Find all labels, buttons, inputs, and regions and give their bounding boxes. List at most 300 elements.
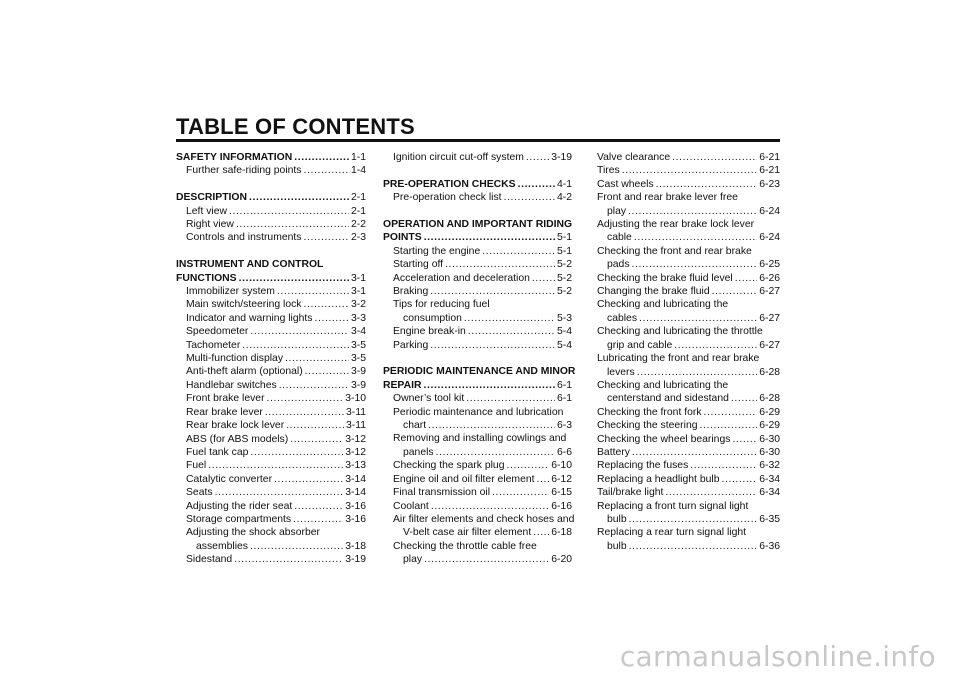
toc-entry — [383, 298, 572, 325]
dot-leader — [430, 339, 555, 352]
dot-leader — [690, 459, 757, 472]
toc-entry-line — [597, 406, 780, 419]
toc-entry-line — [393, 473, 572, 486]
toc-entry — [176, 205, 366, 218]
page-title: TABLE OF CONTENTS — [176, 114, 415, 139]
toc-entry-text: Checking and lubricating the — [597, 299, 729, 311]
dot-leader — [290, 433, 343, 446]
dot-leader — [208, 459, 343, 472]
dot-leader — [430, 285, 555, 298]
dot-leader — [504, 191, 555, 204]
dot-leader — [315, 312, 349, 325]
toc-page-number: 3-16 — [345, 500, 366, 512]
toc-entry — [597, 325, 780, 352]
dot-leader — [622, 164, 757, 177]
toc-entry — [176, 500, 366, 513]
toc-entry-line — [597, 433, 780, 446]
dot-leader — [537, 473, 550, 486]
toc-entry-line — [186, 164, 366, 177]
toc-entry-text: Controls and instruments — [186, 232, 302, 244]
toc-entry — [176, 553, 366, 566]
dot-leader — [628, 205, 757, 218]
toc-entry — [383, 245, 572, 258]
toc-page-number: 2-1 — [350, 205, 366, 217]
dot-leader — [506, 459, 549, 472]
toc-entry-line — [597, 151, 780, 164]
toc-entry-text: Replacing a rear turn signal light — [597, 527, 747, 539]
toc-entry — [383, 406, 572, 433]
toc-page-number: 3-12 — [345, 433, 366, 445]
dot-leader — [229, 205, 349, 218]
toc-entry — [176, 379, 366, 392]
toc-page-number: 5-4 — [556, 326, 572, 338]
dot-leader — [294, 151, 349, 164]
toc-entry-text: Acceleration and deceleration — [393, 272, 530, 284]
toc-entry-line — [597, 459, 780, 472]
toc-entry-text: Checking the throttle cable free — [393, 540, 537, 552]
toc-page-number: 6-27 — [759, 286, 780, 298]
dot-leader — [492, 486, 549, 499]
toc-entry — [176, 486, 366, 499]
toc-entry-line — [393, 312, 572, 325]
toc-page-number: 4-2 — [556, 192, 572, 204]
toc-page-number: 5-2 — [556, 286, 572, 298]
toc-page-number: 6-28 — [759, 366, 780, 378]
toc-entry-text: PERIODIC MAINTENANCE AND MINOR — [383, 366, 576, 378]
toc-section-heading — [383, 218, 572, 245]
toc-entry — [176, 513, 366, 526]
toc-entry-line — [597, 473, 780, 486]
toc-entry — [176, 459, 366, 472]
toc-entry-text: Periodic maintenance and lubrication — [393, 406, 564, 418]
toc-entry — [176, 526, 366, 553]
toc-entry-line — [186, 473, 366, 486]
toc-page-number: 6-3 — [556, 420, 572, 432]
toc-entry-line — [597, 272, 780, 285]
toc-page-number: 6-27 — [759, 312, 780, 324]
toc-entry-text: OPERATION AND IMPORTANT RIDING — [383, 219, 573, 230]
toc-page-number: 3-1 — [350, 286, 366, 298]
toc-entry — [176, 365, 366, 378]
toc-entry-line — [383, 379, 572, 392]
toc-entry-text: Replacing a front turn signal light — [597, 500, 749, 512]
toc-entry — [597, 218, 780, 245]
toc-page-number: 5-1 — [556, 232, 572, 244]
toc-entry-line — [597, 486, 780, 499]
toc-entry — [383, 500, 572, 513]
toc-entry-text: bulb — [607, 540, 627, 552]
dot-leader — [466, 392, 555, 405]
toc-entry-line — [383, 231, 572, 244]
toc-entry — [383, 459, 572, 472]
toc-entry — [597, 446, 780, 459]
dot-leader — [215, 486, 344, 499]
toc-entry — [597, 178, 780, 191]
toc-entry-line — [393, 272, 572, 285]
toc-entry-line — [186, 325, 366, 338]
dot-leader — [274, 473, 343, 486]
toc-entry-text: Owner’s tool kit — [393, 393, 465, 405]
toc-entry — [383, 339, 572, 352]
toc-entry-line — [176, 191, 366, 204]
toc-entry-line — [597, 178, 780, 191]
dot-leader — [629, 513, 758, 526]
toc-entry-text: Battery — [597, 446, 630, 458]
toc-entry — [597, 526, 780, 553]
toc-section-heading — [383, 365, 576, 392]
toc-entry-line — [186, 500, 366, 513]
toc-entry — [383, 513, 575, 540]
toc-entry-text: Handlebar switches — [186, 379, 277, 391]
toc-page-number: 3-19 — [551, 152, 572, 163]
dot-leader — [305, 365, 349, 378]
toc-entry-text: Front brake lever — [186, 393, 265, 405]
toc-entry-line — [186, 365, 366, 378]
toc-entry-text: Storage compartments — [186, 513, 292, 525]
toc-page-number: 6-32 — [759, 460, 780, 472]
toc-entry — [597, 151, 780, 164]
toc-page-number: 3-14 — [345, 487, 366, 499]
toc-entry — [176, 406, 366, 419]
toc-entry — [383, 486, 572, 499]
toc-entry-line — [383, 178, 572, 191]
dot-leader — [267, 392, 344, 405]
dot-leader — [704, 406, 758, 419]
toc-page-number: 5-2 — [556, 272, 572, 284]
toc-entry-text: FUNCTIONS — [176, 272, 237, 284]
toc-entry-text: Lubricating the front and rear brake — [597, 353, 760, 365]
dot-leader — [250, 325, 349, 338]
dot-leader — [464, 312, 555, 325]
toc-page-number: 3-19 — [345, 554, 366, 566]
toc-page-number: 6-25 — [759, 259, 780, 271]
dot-leader — [674, 339, 757, 352]
toc-entry-line — [393, 258, 572, 271]
toc-entry-text: REPAIR — [383, 379, 422, 391]
toc-page-number: 3-16 — [345, 513, 366, 525]
toc-entry-text: Adjusting the rear brake lock lever — [597, 219, 755, 231]
toc-entry-line — [186, 218, 366, 231]
toc-entry-text: Removing and installing cowlings and — [393, 433, 567, 445]
toc-page-number: 3-11 — [345, 420, 366, 432]
toc-entry-line — [393, 325, 572, 338]
toc-entry-line — [597, 312, 780, 325]
toc-entry — [597, 486, 780, 499]
toc-entry-text: Ignition circuit cut-off system — [393, 152, 524, 163]
toc-entry-line — [186, 231, 366, 244]
toc-entry-text: grip and cable — [607, 339, 673, 351]
toc-entry-text: DESCRIPTION — [176, 192, 248, 204]
toc-entry — [597, 245, 780, 272]
toc-page-number: 3-2 — [350, 299, 366, 311]
toc-page-number: 6-21 — [759, 165, 780, 177]
toc-entry-text: Immobilizer system — [186, 286, 275, 298]
toc-entry-text: Checking the wheel bearings — [597, 433, 731, 445]
toc-entry-text: Fuel tank cap — [186, 446, 249, 458]
toc-page-number: 3-18 — [345, 540, 366, 552]
dot-leader — [637, 366, 757, 379]
dot-leader — [428, 419, 555, 432]
toc-entry-text: Checking the brake fluid level — [597, 272, 733, 284]
dot-leader — [286, 419, 344, 432]
toc-entry-text: Final transmission oil — [393, 487, 491, 499]
toc-entry-text: Checking the spark plug — [393, 460, 505, 472]
toc-page-number: 3-3 — [350, 312, 366, 324]
toc-entry-text: Fuel — [186, 460, 207, 472]
toc-page-number: 5-4 — [556, 339, 572, 351]
toc-entry-text: Coolant — [393, 500, 429, 512]
toc-entry-text: V-belt case air filter element — [403, 527, 532, 539]
toc-page-number: 3-10 — [345, 393, 366, 405]
dot-leader — [250, 446, 343, 459]
toc-entry-line — [597, 392, 780, 405]
toc-entry-line — [393, 419, 572, 432]
toc-entry-text: panels — [403, 446, 434, 458]
toc-entry — [597, 433, 780, 446]
dot-leader — [304, 298, 349, 311]
toc-page-number: 6-15 — [551, 487, 572, 499]
toc-entry-text: Seats — [186, 487, 213, 499]
toc-entry-line — [186, 285, 366, 298]
toc-page-number: 3-11 — [345, 406, 366, 418]
toc-page-number: 1-4 — [350, 165, 366, 177]
toc-entry — [176, 339, 366, 352]
toc-page-number: 6-10 — [551, 460, 572, 472]
toc-entry-text: Rear brake lock lever — [186, 420, 285, 432]
toc-page-number: 6-35 — [759, 513, 780, 525]
dot-leader — [431, 500, 549, 513]
toc-entry-text: Adjusting the rider seat — [186, 500, 293, 512]
toc-entry-line — [186, 459, 366, 472]
toc-entry-text: Starting off — [393, 259, 444, 271]
toc-entry — [597, 191, 780, 218]
toc-entry-text: Right view — [186, 219, 234, 231]
toc-page-number: 4-1 — [556, 178, 572, 190]
toc-entry — [176, 419, 366, 432]
toc-entry — [597, 406, 780, 419]
watermark: carmanualsonline.info — [619, 640, 936, 673]
toc-entry-line — [597, 285, 780, 298]
toc-entry-text: consumption — [403, 312, 462, 324]
toc-entry — [597, 298, 780, 325]
toc-entry-text: Air filter elements and check hoses and — [393, 513, 575, 525]
toc-entry — [176, 231, 366, 244]
toc-entry — [176, 285, 366, 298]
toc-page-number: 6-26 — [759, 272, 780, 284]
toc-page-number: 6-21 — [759, 152, 780, 163]
toc-entry — [597, 352, 780, 379]
toc-entry — [176, 312, 366, 325]
dot-leader — [236, 218, 349, 231]
dot-leader — [526, 151, 549, 164]
toc-entry — [597, 419, 780, 432]
toc-entry-line — [393, 191, 572, 204]
toc-page-number: 1-1 — [350, 152, 366, 163]
toc-entry-text: Main switch/steering lock — [186, 299, 302, 311]
toc-entry — [176, 433, 366, 446]
title-rule — [176, 139, 780, 142]
toc-page-number: 6-6 — [556, 446, 572, 458]
toc-entry-line — [597, 205, 780, 218]
toc-entry-text: Further safe-riding points — [186, 165, 302, 177]
toc-page-number: 5-2 — [556, 259, 572, 271]
toc-entry-text: cables — [607, 312, 638, 324]
dot-leader — [712, 285, 758, 298]
dot-leader — [285, 352, 349, 365]
toc-section-heading — [176, 151, 366, 164]
toc-entry-line — [186, 205, 366, 218]
toc-entry-line — [597, 446, 780, 459]
toc-entry-text: Front and rear brake lever free — [597, 192, 738, 204]
toc-entry — [176, 325, 366, 338]
toc-entry-text: Tail/brake light — [597, 487, 664, 499]
toc-page-number: 6-28 — [759, 393, 780, 405]
toc-entry-text: Changing the brake fluid — [597, 286, 710, 298]
toc-section-heading — [176, 191, 366, 204]
dot-leader — [632, 446, 757, 459]
dot-leader — [639, 312, 757, 325]
toc-entry-line — [186, 553, 366, 566]
toc-entry — [383, 285, 572, 298]
toc-entry-text: pads — [607, 259, 630, 271]
toc-entry-text: assemblies — [196, 540, 248, 552]
toc-page-number: 3-5 — [350, 353, 366, 365]
toc-entry-text: PRE-OPERATION CHECKS — [383, 178, 516, 190]
dot-leader — [277, 285, 349, 298]
toc-page-number: 5-1 — [556, 245, 572, 257]
toc-entry-text: Braking — [393, 286, 429, 298]
dot-leader — [700, 419, 758, 432]
dot-leader — [665, 486, 757, 499]
toc-entry-text: POINTS — [383, 232, 422, 244]
toc-entry-line — [176, 272, 366, 285]
toc-entry — [176, 446, 366, 459]
toc-column-2 — [383, 151, 576, 567]
toc-page-number: 6-27 — [759, 339, 780, 351]
toc-entry-text: Pre-operation check list — [393, 192, 502, 204]
toc-entry-text: play — [607, 205, 627, 217]
dot-leader — [249, 191, 349, 204]
dot-leader — [632, 258, 758, 271]
toc-entry-text: Checking the steering — [597, 420, 698, 432]
toc-entry-text: bulb — [607, 513, 627, 525]
dot-leader — [482, 245, 555, 258]
toc-entry-line — [597, 366, 780, 379]
toc-entry — [597, 379, 780, 406]
toc-entry-line — [393, 526, 572, 539]
toc-page-number: 6-20 — [551, 554, 572, 566]
toc-entry-line — [186, 352, 366, 365]
dot-leader — [518, 178, 555, 191]
toc-page-number: 5-3 — [556, 312, 572, 324]
toc-entry-text: Left view — [186, 205, 228, 217]
toc-entry-line — [186, 379, 366, 392]
toc-entry-text: Tachometer — [186, 339, 241, 351]
toc-entry-text: Catalytic converter — [186, 473, 273, 485]
toc-entry-text: Rear brake lever — [186, 406, 263, 418]
toc-entry-line — [186, 446, 366, 459]
toc-entry-text: chart — [403, 420, 427, 432]
toc-entry-text: Indicator and warning lights — [186, 312, 313, 324]
toc-entry-text: ABS (for ABS models) — [186, 433, 289, 445]
toc-entry-text: Starting the engine — [393, 245, 481, 257]
toc-entry-text: Parking — [393, 339, 429, 351]
dot-leader — [672, 151, 757, 164]
toc-entry-text: Checking the front fork — [597, 406, 702, 418]
toc-page-number: 3-1 — [350, 272, 366, 284]
dot-leader — [242, 339, 349, 352]
toc-entry — [383, 258, 572, 271]
toc-entry — [383, 540, 572, 567]
toc-entry-line — [597, 231, 780, 244]
toc-column-1 — [176, 151, 366, 567]
toc-entry-text: Sidestand — [186, 554, 233, 566]
toc-page-number: 6-18 — [551, 527, 572, 539]
toc-entry — [383, 151, 572, 164]
toc-entry-line — [597, 540, 780, 553]
toc-entry — [597, 272, 780, 285]
toc-page-number: 3-13 — [345, 460, 366, 472]
toc-page-number: 2-3 — [350, 232, 366, 244]
toc-entry-text: Replacing a headlight bulb — [597, 473, 720, 485]
toc-entry — [383, 191, 572, 204]
toc-page-number: 3-9 — [350, 379, 366, 391]
toc-entry-line — [186, 298, 366, 311]
toc-entry-text: Adjusting the shock absorber — [186, 527, 321, 539]
dot-leader — [293, 513, 343, 526]
dot-leader — [279, 379, 349, 392]
toc-page-number: 6-29 — [759, 406, 780, 418]
toc-entry-line — [393, 392, 572, 405]
toc-entry — [383, 272, 572, 285]
toc-entry — [597, 285, 780, 298]
toc-page-number: 6-30 — [759, 433, 780, 445]
toc-entry-line — [176, 151, 366, 164]
dot-leader — [424, 379, 555, 392]
toc-entry-line — [186, 339, 366, 352]
dot-leader — [436, 446, 555, 459]
toc-page-number: 6-24 — [759, 205, 780, 217]
toc-page-number: 3-14 — [345, 473, 366, 485]
toc-page-number: 6-23 — [759, 178, 780, 190]
toc-entry-line — [393, 446, 572, 459]
toc-page-number: 2-2 — [350, 219, 366, 231]
dot-leader — [634, 231, 757, 244]
toc-entry-line — [393, 339, 572, 352]
toc-entry-text: Checking and lubricating the throttle — [597, 326, 763, 338]
toc-entry-line — [597, 258, 780, 271]
dot-leader — [629, 540, 758, 553]
toc-entry — [597, 164, 780, 177]
toc-page-number: 6-12 — [551, 473, 572, 485]
toc-entry-text: Checking the front and rear brake — [597, 245, 752, 257]
toc-entry-line — [393, 151, 572, 164]
toc-entry-text: Replacing the fuses — [597, 460, 689, 472]
toc-entry-text: Tires — [597, 165, 620, 177]
dot-leader — [265, 406, 344, 419]
toc-entry-line — [393, 486, 572, 499]
toc-entry-text: Anti-theft alarm (optional) — [186, 366, 303, 378]
toc-entry-line — [186, 419, 366, 432]
dot-leader — [250, 540, 343, 553]
toc-entry-line — [393, 285, 572, 298]
toc-entry-line — [186, 392, 366, 405]
dot-leader — [424, 553, 549, 566]
toc-entry — [176, 392, 366, 405]
dot-leader — [304, 231, 349, 244]
toc-entry-line — [393, 500, 572, 513]
toc-entry — [383, 473, 572, 486]
